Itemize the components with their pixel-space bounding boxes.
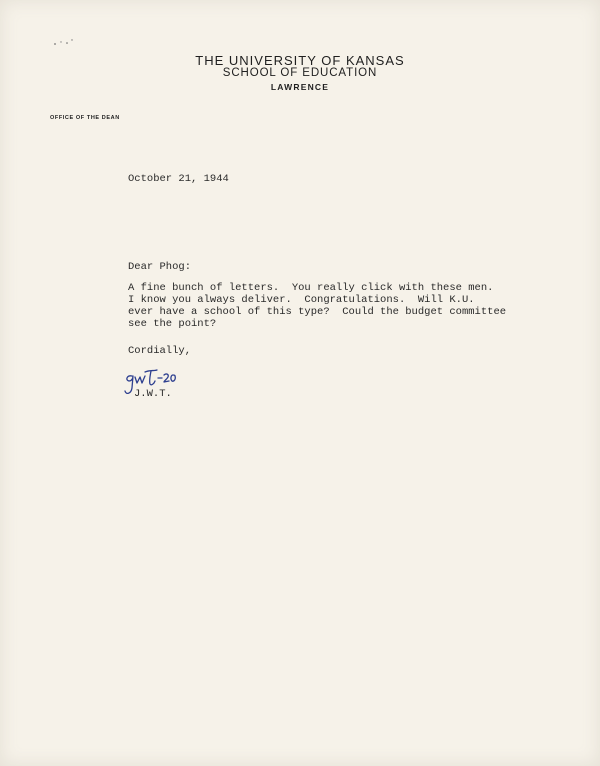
letter-body-line: A fine bunch of letters. You really click with these men. [128,282,494,294]
letter-date: October 21, 1944 [128,173,229,185]
letter-body-line: ever have a school of this type? Could the budget committee [128,306,507,318]
letter-closing: Cordially, [128,345,192,357]
letterhead-city: LAWRENCE [270,82,330,92]
letter-salutation: Dear Phog: [128,261,192,273]
typed-initials: J.W.T. [134,388,172,400]
letter-body-line: I know you always deliver. Congratulations. Will K.U. [128,294,475,306]
letter-body-line: see the point? [128,318,217,330]
letterhead-school: SCHOOL OF EDUCATION [222,67,378,79]
letterhead-university: THE UNIVERSITY OF KANSAS [195,53,405,68]
office-of-dean-label: OFFICE OF THE DEAN [50,115,120,121]
paper-blemish [52,38,76,48]
